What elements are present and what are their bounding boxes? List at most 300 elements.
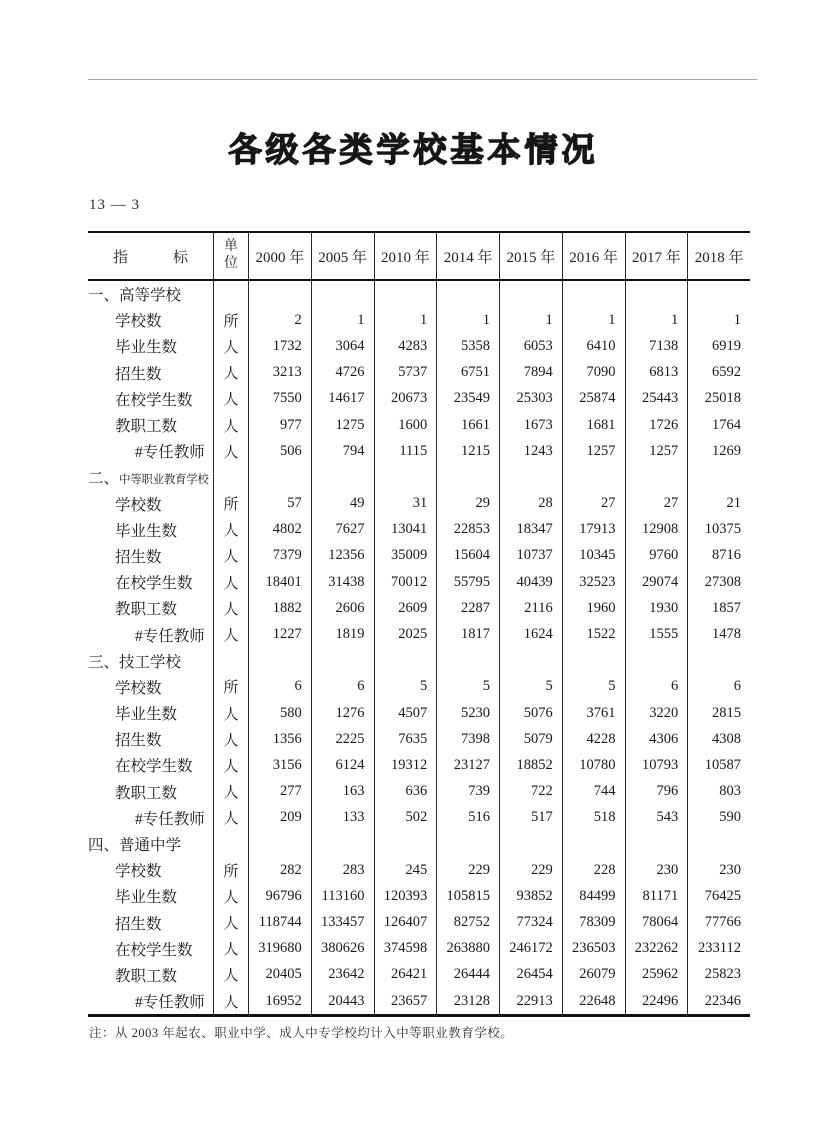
value-cell: 10793 [625, 752, 688, 778]
value-cell [248, 648, 311, 674]
value-cell: 70012 [374, 569, 437, 595]
value-cell: 6919 [687, 333, 750, 359]
value-cell: 229 [436, 857, 499, 883]
value-cell: 5 [499, 674, 562, 700]
table-row [88, 752, 750, 778]
row-label: 毕业生数 [115, 706, 178, 724]
unit-cell: 人 [213, 700, 248, 726]
value-cell: 4228 [562, 726, 625, 752]
value-cell: 76425 [687, 883, 750, 909]
value-cell: 31438 [311, 569, 374, 595]
value-cell [374, 281, 437, 307]
table-body [88, 281, 750, 1014]
value-cell: 1882 [248, 595, 311, 621]
year-header-cell: 2018 年 [687, 233, 750, 279]
table-row [88, 491, 750, 517]
value-cell: 209 [248, 805, 311, 831]
value-cell [436, 281, 499, 307]
row-label: 教职工数 [115, 784, 178, 802]
table-footnote: 注：从 2003 年起农、职业中学、成人中专学校均计入中等职业教育学校。 [89, 1026, 514, 1040]
value-cell: 2815 [687, 700, 750, 726]
table-row [88, 412, 750, 438]
unit-cell: 人 [213, 517, 248, 543]
value-cell: 23642 [311, 962, 374, 988]
value-cell: 1257 [625, 438, 688, 464]
value-cell: 1 [562, 307, 625, 333]
row-label: 招生数 [115, 915, 162, 933]
unit-cell: 人 [213, 779, 248, 805]
value-cell: 12356 [311, 543, 374, 569]
value-cell: 5079 [499, 726, 562, 752]
row-label: 毕业生数 [115, 889, 178, 907]
indicator-cell [88, 752, 213, 778]
value-cell: 120393 [374, 883, 437, 909]
value-cell: 8716 [687, 543, 750, 569]
row-label: 毕业生数 [115, 339, 178, 357]
value-cell: 26454 [499, 962, 562, 988]
value-cell: 1764 [687, 412, 750, 438]
value-cell: 2 [248, 307, 311, 333]
value-cell: 78309 [562, 910, 625, 936]
value-cell: 543 [625, 805, 688, 831]
indicator-cell [88, 360, 213, 386]
row-label: 招生数 [115, 365, 162, 383]
value-cell: 5 [374, 674, 437, 700]
unit-cell: 人 [213, 386, 248, 412]
section-title-cell [88, 464, 213, 490]
value-cell [436, 831, 499, 857]
row-label: 学校数 [115, 679, 162, 697]
unit-cell: 人 [213, 595, 248, 621]
value-cell: 744 [562, 779, 625, 805]
indicator-cell [88, 569, 213, 595]
value-cell: 580 [248, 700, 311, 726]
value-cell: 1 [311, 307, 374, 333]
value-cell: 2116 [499, 595, 562, 621]
value-cell: 1817 [436, 621, 499, 647]
value-cell: 4507 [374, 700, 437, 726]
row-label: 学校数 [115, 313, 162, 331]
value-cell: 82752 [436, 910, 499, 936]
value-cell: 1257 [562, 438, 625, 464]
value-cell: 10587 [687, 752, 750, 778]
value-cell: 277 [248, 779, 311, 805]
value-cell [311, 831, 374, 857]
indicator-cell [88, 988, 213, 1014]
value-cell: 77766 [687, 910, 750, 936]
value-cell: 794 [311, 438, 374, 464]
table-row [88, 621, 750, 647]
value-cell: 1215 [436, 438, 499, 464]
value-cell: 23127 [436, 752, 499, 778]
value-cell [562, 464, 625, 490]
value-cell: 22496 [625, 988, 688, 1014]
value-cell [374, 648, 437, 674]
value-cell: 722 [499, 779, 562, 805]
value-cell: 2287 [436, 595, 499, 621]
unit-cell [213, 831, 248, 857]
indicator-cell [88, 491, 213, 517]
unit-cell: 人 [213, 412, 248, 438]
indicator-cell [88, 805, 213, 831]
table-row [88, 910, 750, 936]
value-cell: 105815 [436, 883, 499, 909]
indicator-cell [88, 307, 213, 333]
value-cell [499, 831, 562, 857]
value-cell: 40439 [499, 569, 562, 595]
value-cell: 1 [625, 307, 688, 333]
value-cell: 1522 [562, 621, 625, 647]
value-cell: 18347 [499, 517, 562, 543]
value-cell: 5076 [499, 700, 562, 726]
value-cell: 29 [436, 491, 499, 517]
table-row [88, 360, 750, 386]
value-cell: 1960 [562, 595, 625, 621]
value-cell: 1732 [248, 333, 311, 359]
unit-header-label: 单位 [223, 239, 238, 271]
value-cell: 22853 [436, 517, 499, 543]
value-cell [374, 831, 437, 857]
value-cell: 35009 [374, 543, 437, 569]
value-cell: 1 [687, 307, 750, 333]
value-cell: 590 [687, 805, 750, 831]
value-cell [499, 464, 562, 490]
table-row [88, 595, 750, 621]
indicator-cell [88, 674, 213, 700]
indicator-cell [88, 412, 213, 438]
value-cell: 49 [311, 491, 374, 517]
page-title: 各级各类学校基本情况 [228, 133, 599, 169]
value-cell: 81171 [625, 883, 688, 909]
value-cell [311, 464, 374, 490]
section-title: 一、高等学校 [88, 287, 182, 305]
value-cell [687, 831, 750, 857]
table-row [88, 962, 750, 988]
year-header-cell: 2016 年 [562, 233, 625, 279]
indicator-cell [88, 543, 213, 569]
indicator-cell [88, 700, 213, 726]
table-row [88, 805, 750, 831]
row-label: 教职工数 [115, 418, 178, 436]
indicator-cell [88, 595, 213, 621]
value-cell: 1819 [311, 621, 374, 647]
year-header-cell: 2005 年 [311, 233, 374, 279]
value-cell [248, 831, 311, 857]
value-cell: 7090 [562, 360, 625, 386]
value-cell [311, 281, 374, 307]
value-cell: 5 [436, 674, 499, 700]
value-cell: 26421 [374, 962, 437, 988]
value-cell [562, 648, 625, 674]
indicator-cell [88, 910, 213, 936]
table-row [88, 883, 750, 909]
value-cell: 233112 [687, 936, 750, 962]
value-cell: 5737 [374, 360, 437, 386]
value-cell: 10780 [562, 752, 625, 778]
table-row [88, 307, 750, 333]
value-cell: 6 [687, 674, 750, 700]
value-cell: 3064 [311, 333, 374, 359]
year-header-cell: 2010 年 [374, 233, 437, 279]
row-label: 招生数 [115, 732, 162, 750]
unit-cell: 人 [213, 805, 248, 831]
value-cell: 26079 [562, 962, 625, 988]
value-cell: 25874 [562, 386, 625, 412]
value-cell: 7379 [248, 543, 311, 569]
value-cell [625, 281, 688, 307]
value-cell: 25303 [499, 386, 562, 412]
row-label: 在校学生数 [115, 758, 193, 776]
table-row [88, 700, 750, 726]
unit-header-cell [213, 233, 248, 279]
row-label: 在校学生数 [115, 391, 193, 409]
year-header-cell: 2014 年 [436, 233, 499, 279]
value-cell: 282 [248, 857, 311, 883]
value-cell: 96796 [248, 883, 311, 909]
value-cell: 1478 [687, 621, 750, 647]
indicator-cell [88, 857, 213, 883]
value-cell: 4308 [687, 726, 750, 752]
value-cell: 14617 [311, 386, 374, 412]
value-cell: 20673 [374, 386, 437, 412]
value-cell: 5358 [436, 333, 499, 359]
page-header-rule [88, 79, 757, 80]
section-title-row [88, 831, 750, 857]
value-cell: 27 [625, 491, 688, 517]
value-cell: 1681 [562, 412, 625, 438]
value-cell: 25018 [687, 386, 750, 412]
indicator-cell [88, 883, 213, 909]
indicator-cell [88, 333, 213, 359]
value-cell: 27308 [687, 569, 750, 595]
value-cell: 2609 [374, 595, 437, 621]
row-label: 教职工数 [115, 967, 178, 985]
value-cell: 2606 [311, 595, 374, 621]
table-row [88, 517, 750, 543]
row-label: 学校数 [115, 863, 162, 881]
table-row [88, 726, 750, 752]
value-cell: 25443 [625, 386, 688, 412]
value-cell: 21 [687, 491, 750, 517]
indicator-cell [88, 386, 213, 412]
table-header-row [88, 233, 750, 281]
value-cell: 4283 [374, 333, 437, 359]
value-cell: 15604 [436, 543, 499, 569]
unit-cell: 所 [213, 857, 248, 883]
value-cell: 4802 [248, 517, 311, 543]
value-cell [248, 281, 311, 307]
row-label: #专任教师 [135, 444, 205, 462]
unit-cell: 人 [213, 988, 248, 1014]
unit-cell: 人 [213, 543, 248, 569]
value-cell: 3761 [562, 700, 625, 726]
indicator-cell [88, 962, 213, 988]
value-cell: 22648 [562, 988, 625, 1014]
value-cell [374, 464, 437, 490]
value-cell [625, 464, 688, 490]
value-cell: 25823 [687, 962, 750, 988]
indicator-cell [88, 936, 213, 962]
table-row [88, 386, 750, 412]
value-cell: 93852 [499, 883, 562, 909]
value-cell: 6813 [625, 360, 688, 386]
section-title-row [88, 464, 750, 490]
value-cell: 55795 [436, 569, 499, 595]
value-cell: 26444 [436, 962, 499, 988]
value-cell: 10375 [687, 517, 750, 543]
value-cell: 1356 [248, 726, 311, 752]
value-cell: 380626 [311, 936, 374, 962]
row-label: #专任教师 [135, 994, 205, 1012]
value-cell: 13041 [374, 517, 437, 543]
section-title-row [88, 648, 750, 674]
value-cell: 230 [687, 857, 750, 883]
section-title-cell [88, 831, 213, 857]
indicator-cell [88, 438, 213, 464]
value-cell: 6053 [499, 333, 562, 359]
value-cell: 5230 [436, 700, 499, 726]
unit-cell: 人 [213, 883, 248, 909]
value-cell: 27 [562, 491, 625, 517]
table-row [88, 857, 750, 883]
value-cell: 236503 [562, 936, 625, 962]
value-cell: 20405 [248, 962, 311, 988]
unit-cell: 人 [213, 726, 248, 752]
table-row [88, 674, 750, 700]
value-cell: 22346 [687, 988, 750, 1014]
value-cell: 1673 [499, 412, 562, 438]
unit-cell [213, 464, 248, 490]
unit-cell: 人 [213, 752, 248, 778]
row-label: 招生数 [115, 548, 162, 566]
table-row [88, 779, 750, 805]
value-cell: 1115 [374, 438, 437, 464]
table-row [88, 936, 750, 962]
value-cell: 1269 [687, 438, 750, 464]
value-cell: 23657 [374, 988, 437, 1014]
value-cell: 232262 [625, 936, 688, 962]
value-cell: 4306 [625, 726, 688, 752]
value-cell: 3213 [248, 360, 311, 386]
table-row [88, 543, 750, 569]
value-cell: 1 [499, 307, 562, 333]
unit-cell: 人 [213, 936, 248, 962]
value-cell: 163 [311, 779, 374, 805]
value-cell: 1930 [625, 595, 688, 621]
indicator-cell [88, 779, 213, 805]
value-cell: 6410 [562, 333, 625, 359]
unit-cell: 所 [213, 491, 248, 517]
value-cell [562, 281, 625, 307]
section-title: 四、普通中学 [88, 837, 182, 855]
value-cell: 28 [499, 491, 562, 517]
value-cell [625, 831, 688, 857]
value-cell: 7894 [499, 360, 562, 386]
value-cell: 7635 [374, 726, 437, 752]
value-cell: 16952 [248, 988, 311, 1014]
value-cell: 1243 [499, 438, 562, 464]
value-cell: 23549 [436, 386, 499, 412]
value-cell: 229 [499, 857, 562, 883]
unit-cell: 人 [213, 333, 248, 359]
unit-cell: 人 [213, 360, 248, 386]
value-cell [311, 648, 374, 674]
value-cell: 4726 [311, 360, 374, 386]
value-cell: 319680 [248, 936, 311, 962]
value-cell: 20443 [311, 988, 374, 1014]
value-cell: 739 [436, 779, 499, 805]
value-cell: 506 [248, 438, 311, 464]
value-cell [687, 281, 750, 307]
value-cell: 1227 [248, 621, 311, 647]
value-cell: 9760 [625, 543, 688, 569]
value-cell [436, 464, 499, 490]
indicator-cell [88, 517, 213, 543]
value-cell: 502 [374, 805, 437, 831]
year-header-cell: 2015 年 [499, 233, 562, 279]
value-cell: 517 [499, 805, 562, 831]
unit-cell [213, 648, 248, 674]
value-cell: 6 [248, 674, 311, 700]
value-cell: 18852 [499, 752, 562, 778]
value-cell: 10737 [499, 543, 562, 569]
unit-cell: 所 [213, 307, 248, 333]
row-label: 毕业生数 [115, 522, 178, 540]
value-cell: 1276 [311, 700, 374, 726]
value-cell: 5 [562, 674, 625, 700]
value-cell: 133457 [311, 910, 374, 936]
value-cell: 1661 [436, 412, 499, 438]
indicator-header-label: 指 标 [112, 249, 188, 266]
value-cell: 126407 [374, 910, 437, 936]
value-cell [687, 648, 750, 674]
unit-cell: 人 [213, 569, 248, 595]
value-cell: 7550 [248, 386, 311, 412]
unit-cell: 人 [213, 438, 248, 464]
value-cell [625, 648, 688, 674]
value-cell: 228 [562, 857, 625, 883]
value-cell: 518 [562, 805, 625, 831]
unit-cell: 人 [213, 910, 248, 936]
value-cell: 22913 [499, 988, 562, 1014]
section-title: 二、中等职业教育学校 [88, 470, 209, 488]
value-cell: 6751 [436, 360, 499, 386]
value-cell: 1 [436, 307, 499, 333]
value-cell: 77324 [499, 910, 562, 936]
row-label: 学校数 [115, 496, 162, 514]
value-cell: 7138 [625, 333, 688, 359]
row-label: 教职工数 [115, 601, 178, 619]
table-row [88, 988, 750, 1014]
row-label: #专任教师 [135, 810, 205, 828]
value-cell: 1624 [499, 621, 562, 647]
value-cell: 1 [374, 307, 437, 333]
value-cell: 230 [625, 857, 688, 883]
section-title: 三、技工学校 [88, 653, 182, 671]
value-cell: 803 [687, 779, 750, 805]
indicator-cell [88, 726, 213, 752]
table-row [88, 333, 750, 359]
value-cell: 10345 [562, 543, 625, 569]
value-cell [687, 464, 750, 490]
value-cell: 113160 [311, 883, 374, 909]
section-title-name: 中等职业教育学校 [119, 474, 209, 487]
unit-cell [213, 281, 248, 307]
value-cell: 6 [311, 674, 374, 700]
year-header-cell: 2000 年 [248, 233, 311, 279]
value-cell: 283 [311, 857, 374, 883]
value-cell: 6 [625, 674, 688, 700]
